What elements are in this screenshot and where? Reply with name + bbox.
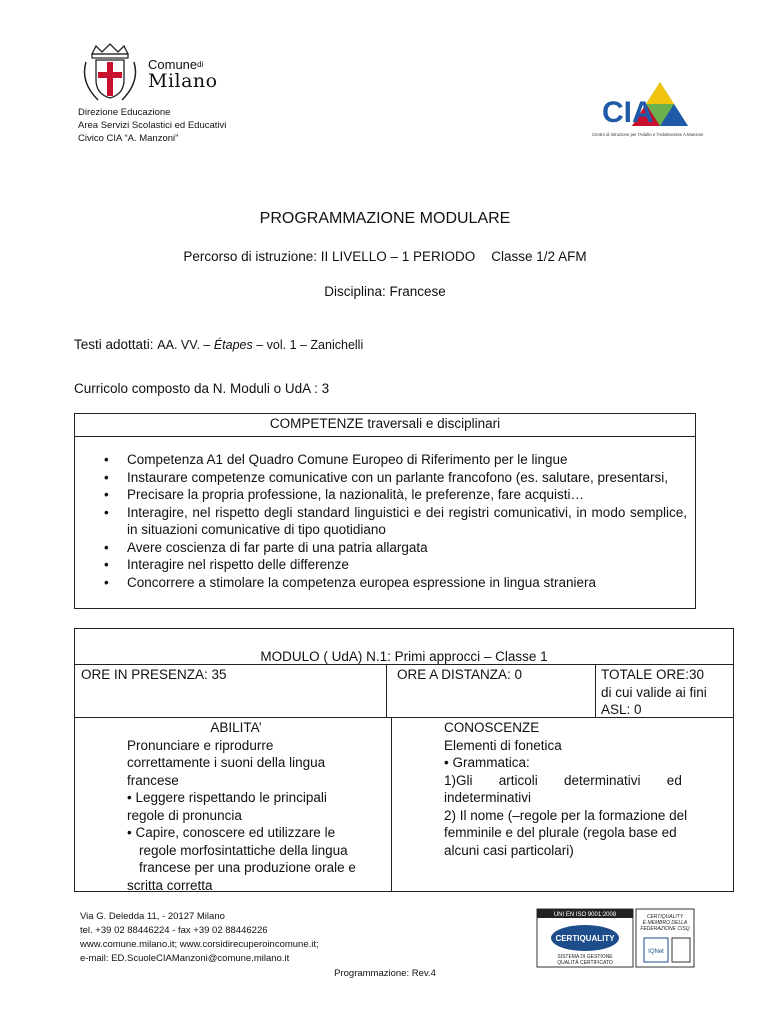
testi-value-post: – vol. 1 – Zanichelli: [252, 338, 364, 352]
iqnet-text: IQNet: [648, 949, 664, 955]
conoscenze-line: • Grammatica:: [444, 755, 530, 770]
list-item: • Interagire, nel rispetto degli standard linguistici e dei registri comunicativi, in modo semplice, in situazioni comunicative di tipo quotidiano: [75, 504, 695, 539]
abilita-line: francese: [127, 772, 179, 788]
dept-line: Direzione Educazione: [78, 107, 171, 118]
disciplina-line: Disciplina: Francese: [324, 284, 446, 299]
conoscenze-line: alcuni casi particolari): [444, 842, 574, 858]
cia-triangle-icon: [590, 78, 705, 140]
abilita-line: regole morfosintattiche della lingua: [139, 842, 348, 858]
competenze-list: [75, 451, 695, 591]
footer-line: e-mail: ED.ScuoleCIAManzoni@comune.milano.it: [80, 953, 290, 964]
milano-label: Milano: [148, 70, 218, 92]
conoscenze-line: 1)Gli articoli determinativi ed: [444, 772, 682, 788]
abilita-header: ABILITA’: [210, 720, 262, 735]
classe-text: Classe 1/2 AFM: [491, 249, 587, 264]
row-divider: [75, 664, 733, 665]
totale-ore: TOTALE ORE:30 di cui valide ai fini ASL: 0: [601, 667, 707, 717]
abilita-line: francese per una produzione orale e: [139, 860, 356, 875]
testi-value-pre: AA. VV. –: [157, 338, 214, 352]
competenze-header: COMPETENZE traversali e disciplinari: [75, 414, 695, 437]
dept-line: Area Servizi Scolastici ed Educativi: [78, 120, 227, 131]
list-item: • Precisare la propria professione, la nazionalità, le preferenze, fare acquisti…: [75, 486, 695, 504]
abilita-line: scritta corretta: [127, 877, 213, 893]
testi-value-title: Étapes: [213, 338, 253, 352]
conoscenze-line: Elementi di fonetica: [444, 737, 562, 753]
col-divider: [386, 664, 387, 717]
list-item: • Interagire nel rispetto delle differenze: [75, 556, 695, 574]
modulo-title: MODULO ( UdA) N.1: Primi approcci – Classe 1: [260, 649, 548, 664]
list-item: • Avere coscienza di far parte di una patria allargata: [75, 539, 695, 557]
cia-logo: [590, 78, 705, 140]
col-divider: [595, 664, 596, 717]
abilita-line: correttamente i suoni della lingua: [127, 755, 326, 770]
abilita-cell: [127, 719, 385, 894]
footer-line: www.comune.milano.it; www.corsidirecuperoincomune.it;: [80, 939, 319, 950]
competenze-box: [74, 413, 696, 609]
col-divider: [391, 717, 392, 891]
abilita-line: Pronunciare e riprodurre: [127, 737, 274, 753]
cert-right1: CERTIQUALITY: [646, 914, 684, 920]
testi-line: [74, 337, 363, 352]
department-block: [78, 106, 226, 145]
ore-distanza: ORE A DISTANZA: 0: [397, 667, 523, 682]
conoscenze-line: 2) Il nome (–regole per la formazione del: [444, 807, 688, 823]
document-title: PROGRAMMAZIONE MODULARE: [259, 210, 511, 227]
footer-address: [80, 910, 319, 966]
abilita-line: • Leggere rispettando le principali: [127, 790, 327, 805]
cia-subtext: Centro di Istruzione per l'Adulto e l'Adolescente A.Manzoni: [592, 132, 704, 137]
abilita-line: • Capire, conoscere ed utilizzare le: [127, 825, 336, 840]
modulo-table: [74, 628, 734, 892]
ore-presenza: ORE IN PRESENZA: 35: [81, 667, 227, 682]
list-item: • Instaurare competenze comunicative con un parlante francofono (es. salutare, presentarsi,: [75, 469, 695, 487]
cia-wordmark: CIA: [602, 96, 654, 129]
conoscenze-line: femminile e del plurale (regola base ed: [444, 825, 677, 840]
dept-line: Civico CIA “A. Manzoni”: [78, 133, 179, 144]
percorso-line: [0, 249, 770, 264]
certification-badge: [536, 908, 696, 968]
cert-name-text: CERTIQUALITY: [555, 934, 615, 943]
percorso-text: Percorso di istruzione: II LIVELLO – 1 PERIODO: [183, 249, 476, 264]
list-item: • Concorrere a stimolare la competenza europea espressione in lingua straniera: [75, 574, 695, 592]
revision-label: Programmazione: Rev.4: [334, 968, 436, 979]
curricolo-line: Curricolo composto da N. Moduli o UdA : 3: [74, 381, 330, 396]
conoscenze-cell: [444, 719, 726, 859]
footer-line: tel. +39 02 88446224 - fax +39 02 88446226: [80, 925, 268, 936]
cert-sub2: QUALITÀ CERTIFICATO: [557, 960, 613, 966]
cert-top-text: UNI EN ISO 9001:2008: [553, 912, 617, 918]
conoscenze-line: indeterminativi: [444, 790, 532, 805]
milano-crest-icon: [78, 42, 142, 104]
abilita-line: regole di pronuncia: [127, 807, 242, 823]
conoscenze-header: CONOSCENZE: [444, 720, 540, 735]
footer-line: Via G. Deledda 11, - 20127 Milano: [80, 911, 225, 922]
cert-sub1: SISTEMA DI GESTIONE: [557, 954, 613, 960]
cert-right2: È MEMBRO DELLA: [642, 920, 688, 926]
list-item: • Competenza A1 del Quadro Comune Europeo di Riferimento per le lingue: [75, 451, 695, 469]
comune-label: Comune$^{di}$: [148, 57, 204, 72]
certiquality-logo-icon: [536, 908, 696, 968]
cert-right3: FEDERAZIONE CISQ: [640, 926, 690, 932]
testi-label: Testi adottati:: [74, 337, 158, 352]
